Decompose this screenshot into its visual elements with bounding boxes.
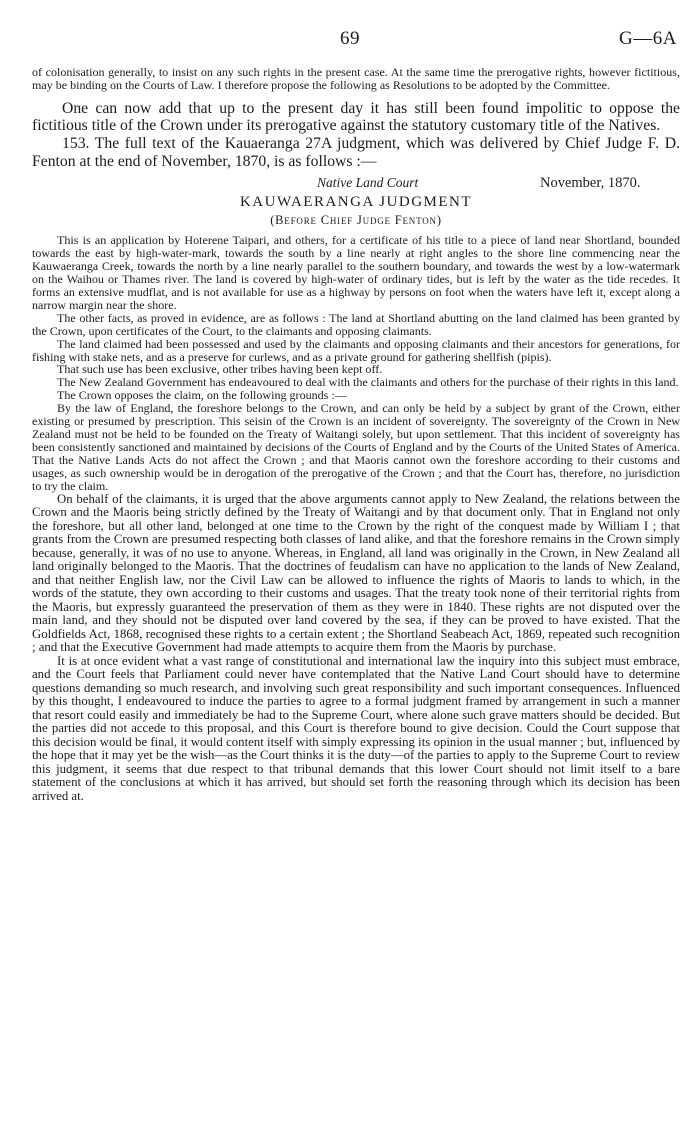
intro-paragraph: of colonisation generally, to insist on any such rights in the present case. At the same time the prerogative rights, however fictitious, may be binding on the Courts of Law. I therefore propose the following as Resolutions to be adopted by the Committee.	[32, 65, 680, 93]
report-code: G—6A	[619, 28, 677, 49]
judgment-paragraph: On behalf of the claimants, it is urged that the above arguments cannot apply to New Zealand, the relations between the Crown and the Maoris being strictly defined by the Treaty of Waitangi and by that document only. That in England not only the foreshore, but all other land, belonged at one time to the Crown by the right of the conquest made by William I ; that grants from the Crown are presumed respecting both classes of land alike, and that the foreshore remains in the Crown simply because, generally, it was of no use to anyone. Whereas, in England, all land was originally in the Crown, in New Zealand all land originally belonged to the Maoris. That the doctrines of feudalism can have no application to the lands of New Zealand, and that neither English law, nor the Civil Law can be allowed to influence the rights of Maoris to lands to which, in the words of the statute, they own according to their customs and usages. That the treaty took none of their territorial rights from the Maoris, but expressly guaranteed the preservation of them as they were in 1840. These rights are not disputed over the main land, and they should not be disputed over land covered by the sea, if they can be proved to have existed. That the Goldfields Act, 1868, recognised these rights to a certain extent ; the Shortland Seabeach Act, 1869, repeated such recognition ; and that the Executive Government had made attempts to acquire them from the Maoris by purchase.	[32, 491, 680, 655]
page-body	[32, 66, 680, 803]
judgment-date: November, 1870.	[540, 175, 641, 192]
judgment-caption	[32, 175, 680, 193]
commentary-paragraph: One can now add that up to the present day it has still been found impolitic to oppose the fictitious title of the Crown under its prerogative against the statutory customary title of the Natives.	[32, 99, 680, 135]
judgment-text	[32, 234, 680, 803]
judgment-paragraph: It is at once evident what a vast range of constitutional and international law the inquiry into this subject must embrace, and the Court feels that Parliament could never have contemplated that the Native Land Court should have to determine questions demanding so much research, and involving such great responsibility and such important consequences. Influenced by this thought, I endeavoured to induce the parties to agree to a formal judgment framed by arrangement in such a manner that resort could easily and immediately be had to the Supreme Court, where alone such grave matters should be decided. But the parties did not accede to this proposal, and this Court is therefore bound to give decision. Could the Court suppose that this decision would be final, it would content itself with simply expressing its opinion in the usual manner ; but, influenced by the hope that it may yet be the wish—as the Court thinks it is the duty—of the parties to apply to the Supreme Court to review this judgment, it seems that due respect to that tribunal demands that this lower Court should not limit itself to a bare statement of the conclusions at which it has arrived, but should set forth the reasoning through which its decision has been arrived at.	[32, 653, 680, 803]
section-153-paragraph: 153. The full text of the Kauaeranga 27A judgment, which was delivered by Chief Judge F. D. Fenton at the end of November, 1870, is as follows :—	[32, 135, 680, 170]
judgment-before: (Before Chief Judge Fenton)	[270, 213, 442, 228]
judgment-paragraph: This is an application by Hoterene Taipari, and others, for a certificate of his title to a piece of land near Shortland, bounded towards the east by high-water-mark, towards the south by a line nearly at right angles to the shore line commencing near the Kauwaeranga Creek, towards the north by a line nearly parallel to the southern boundary, and towards the west by a low-watermark on the Waihou or Thames river. The land is covered by high-water of ordinary tides, but is left by the water as the tide recedes. It forms an extensive mudflat, and is not available for use as a highway by persons on foot when the waters have left it, except along a narrow margin near the shore.	[32, 233, 680, 312]
page-number: 69	[340, 28, 360, 49]
judgment-paragraph: The land claimed had been possessed and used by the claimants and opposing claimants and their ancestors for generations, for fishing with stake nets, and as a preserve for curlews, and as a private ground for gathering shellfish (pipis).	[32, 336, 680, 364]
judgment-paragraph: The New Zealand Government has endeavoured to deal with the claimants and others for the purchase of their rights in this land.	[57, 375, 679, 390]
judgment-paragraph: By the law of England, the foreshore belongs to the Crown, and can only be held by a subject by grant of the Crown, either existing or presumed by prescription. This seisin of the Crown is an incident of sovereignty. The sovereignty of the Crown in New Zealand must not be held to be founded on the Treaty of Waitangi solely, but upon settlement. That this incident of sovereignty has been consistently sanctioned and maintained by decisions of the Courts of England and by the Courts of the United States of America. That the Native Lands Acts do not affect the Crown ; and that Maoris cannot own the foreshore according to their customs and usages, as such ownership would be in derogation of the prerogative of the Crown ; and that the Court has, therefore, no jurisdiction to try the claim.	[32, 401, 680, 493]
judgment-paragraph: That such use has been exclusive, other tribes having been kept off.	[57, 362, 383, 377]
page-header	[20, 28, 680, 56]
commentary-section	[32, 100, 680, 171]
court-name: Native Land Court	[317, 175, 419, 191]
judgment-paragraph: The Crown opposes the claim, on the following grounds :—	[57, 388, 347, 403]
judgment-title: KAUWAERANGA JUDGMENT	[239, 194, 473, 211]
judgment-paragraph: The other facts, as proved in evidence, are as follows : The land at Shortland abutting on the land claimed has been granted by the Crown, upon certificates of the Court, to the claimants and opposing claimants.	[32, 310, 680, 338]
intro-section	[32, 66, 680, 93]
